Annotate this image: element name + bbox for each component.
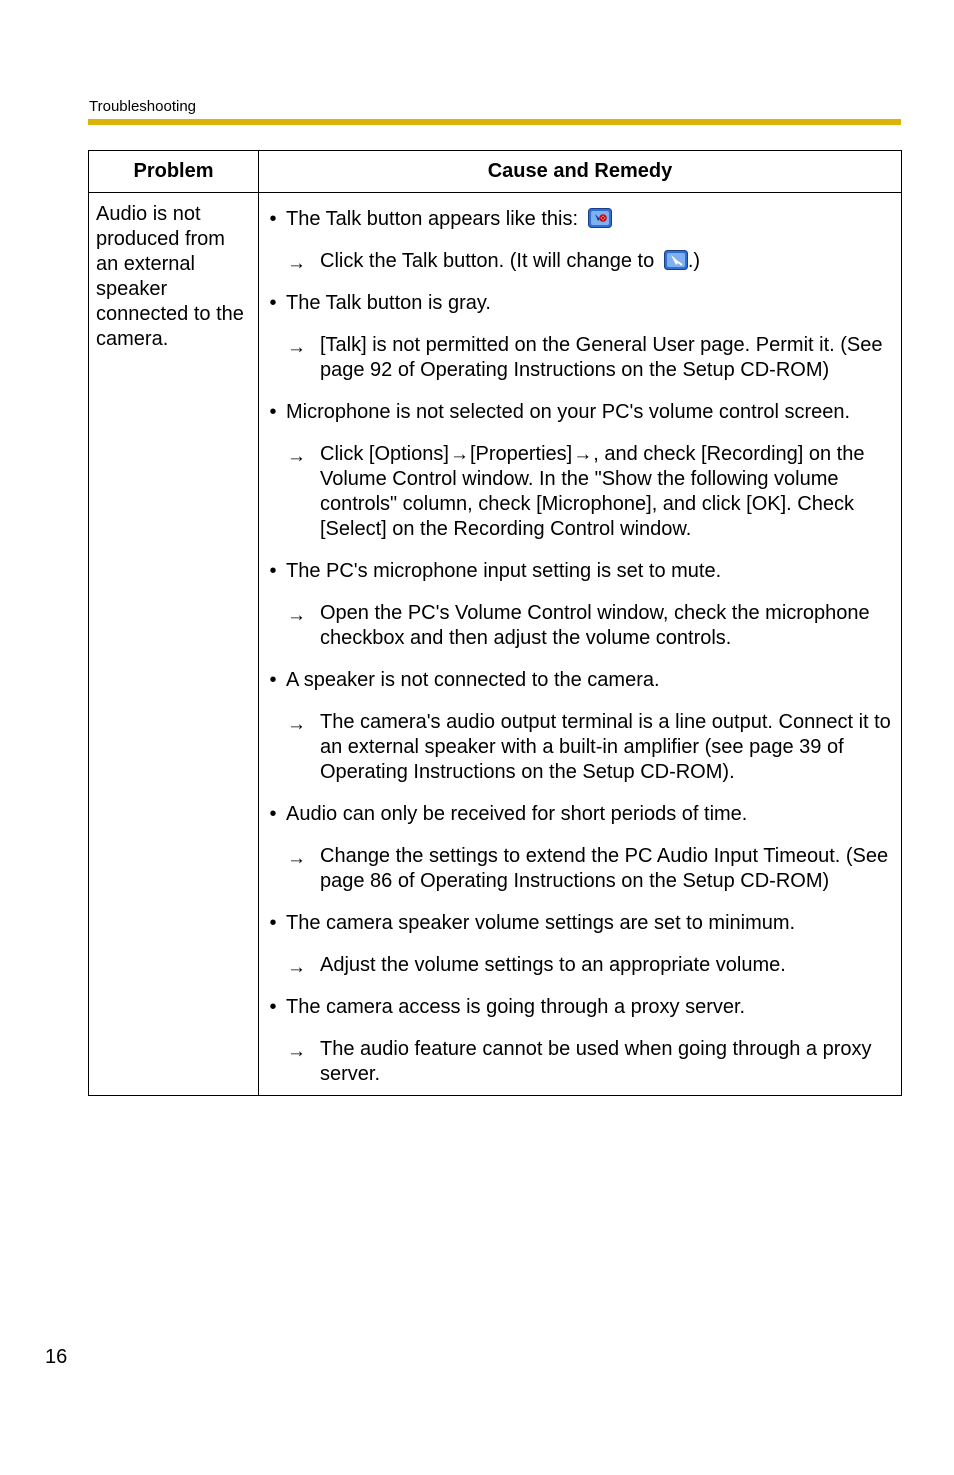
list-item: [259, 400, 895, 542]
remedy-item: [259, 249, 895, 274]
list-item: [259, 911, 895, 978]
header-rule: [88, 119, 901, 125]
bullet-icon: •: [269, 803, 277, 825]
arrow-icon: →: [287, 1041, 306, 1062]
cause-text: Audio can only be received for short periods of time.: [286, 803, 748, 825]
arrow-icon: →: [573, 444, 593, 465]
cause-item: [259, 668, 895, 693]
remedy-text: Click the Talk button. (It will change to: [320, 250, 655, 272]
cause-text: The Talk button is gray.: [286, 292, 491, 314]
remedy-item: [259, 442, 895, 542]
problem-cell: Audio is not produced from an external speaker connected to the camera.: [89, 193, 259, 1096]
bullet-icon: •: [269, 401, 277, 423]
remedy-item: [259, 710, 895, 785]
cause-item: [259, 400, 895, 425]
remedy-cell: [259, 193, 902, 1096]
remedy-text: , and check [Recording] on the Volume Control window. In the "Show the following volume controls" column, check [Microphone], and click [OK]. Check [Select] on the Recording Control window.: [320, 443, 865, 540]
troubleshooting-table: [88, 150, 902, 1096]
cause-item: [259, 911, 895, 936]
cause-text: The camera speaker volume settings are set to minimum.: [286, 912, 796, 934]
bullet-icon: •: [269, 996, 277, 1018]
cause-item: [259, 802, 895, 827]
column-header-cause-remedy: Cause and Remedy: [259, 151, 902, 193]
remedy-text: The audio feature cannot be used when going through a proxy server.: [320, 1038, 872, 1085]
cause-text: A speaker is not connected to the camera.: [286, 669, 660, 691]
remedy-text: The camera's audio output terminal is a line output. Connect it to an external speaker with a built-in amplifier (see page 39 of Operating Instructions on the Setup CD-ROM).: [320, 711, 891, 783]
remedy-text: Change the settings to extend the PC Audio Input Timeout. (See page 86 of Operating Instructions on the Setup CD-ROM): [320, 845, 889, 892]
remedy-item: [259, 1037, 895, 1087]
bullet-icon: •: [269, 912, 277, 934]
remedy-text: [Talk] is not permitted on the General User page. Permit it. (See page 92 of Operating Instructions on the Setup CD-ROM): [320, 334, 883, 381]
list-item: [259, 559, 895, 651]
bullet-icon: •: [269, 669, 277, 691]
arrow-icon: →: [287, 957, 306, 978]
remedy-item: [259, 844, 895, 894]
arrow-icon: →: [287, 446, 306, 467]
arrow-icon: →: [287, 253, 306, 274]
remedy-text: Adjust the volume settings to an appropriate volume.: [320, 954, 786, 976]
bullet-icon: •: [269, 560, 277, 582]
remedy-text: [Properties]: [469, 443, 573, 465]
cause-text: The camera access is going through a proxy server.: [286, 996, 746, 1018]
page-number: 16: [45, 1346, 68, 1368]
bullet-icon: •: [269, 208, 277, 230]
table-header-row: [89, 151, 902, 193]
remedy-text: Open the PC's Volume Control window, check the microphone checkbox and then adjust the volume controls.: [320, 602, 870, 649]
list-item: [259, 207, 895, 274]
list-item: [259, 995, 895, 1087]
remedy-item: [259, 333, 895, 383]
remedy-text-end: .): [687, 250, 701, 272]
cause-text: The Talk button appears like this:: [286, 208, 579, 230]
arrow-icon: →: [287, 714, 306, 735]
arrow-icon: →: [287, 848, 306, 869]
table-row: [89, 193, 902, 1096]
section-header: Troubleshooting: [89, 98, 197, 115]
arrow-icon: →: [287, 605, 306, 626]
talk-button-enabled-icon: [664, 250, 688, 270]
bullet-icon: •: [269, 292, 277, 314]
cause-item: [259, 559, 895, 584]
remedy-item: [259, 953, 895, 978]
cause-text: The PC's microphone input setting is set to mute.: [286, 560, 722, 582]
arrow-icon: →: [287, 337, 306, 358]
list-item: [259, 802, 895, 894]
cause-item: [259, 995, 895, 1020]
remedy-text: Click [Options]: [320, 443, 449, 465]
column-header-problem: Problem: [89, 151, 259, 193]
cause-item: [259, 291, 895, 316]
list-item: [259, 668, 895, 785]
talk-button-disabled-icon: [588, 208, 612, 228]
arrow-icon: →: [449, 444, 469, 465]
remedy-item: [259, 601, 895, 651]
list-item: [259, 291, 895, 383]
cause-text: Microphone is not selected on your PC's volume control screen.: [286, 401, 851, 423]
cause-item: [259, 207, 895, 232]
